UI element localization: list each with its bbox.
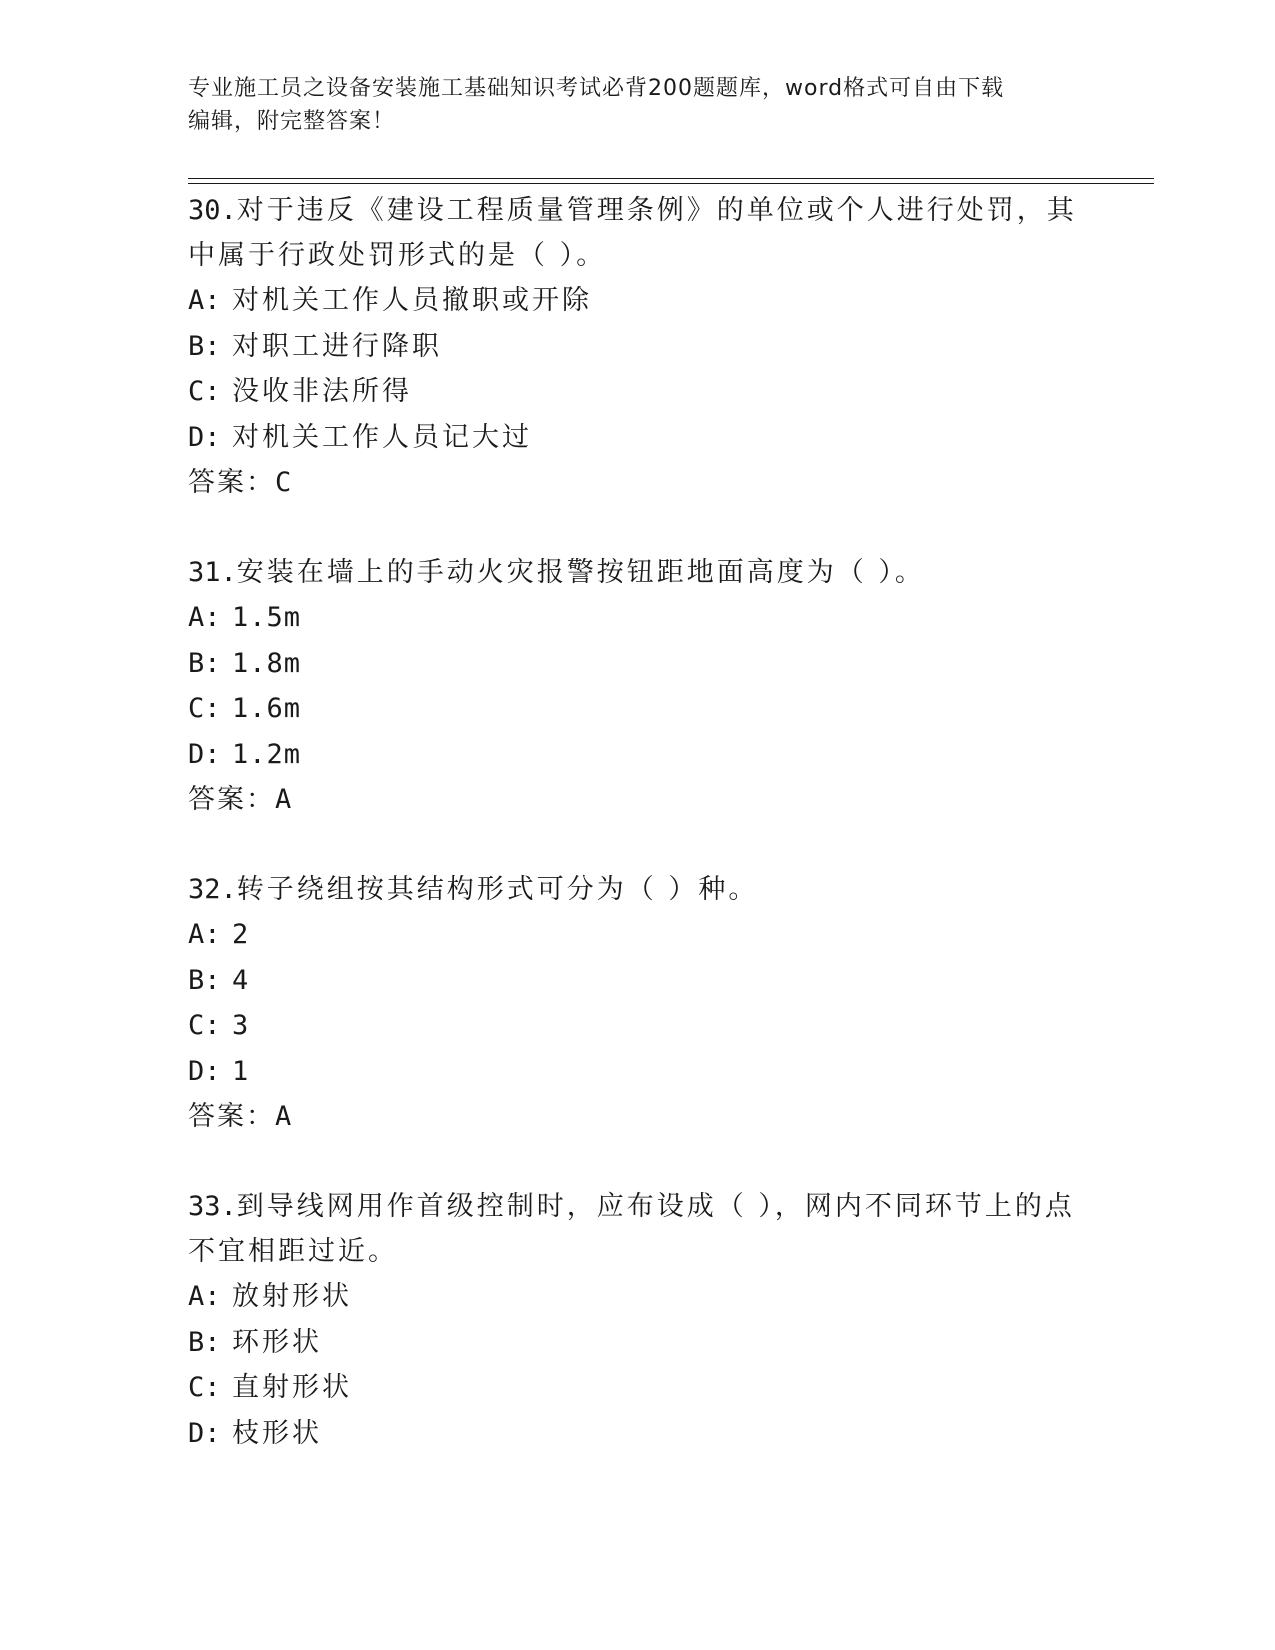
option-value: 1.6m [232,693,302,724]
option-value: 放射形状 [232,1281,352,1312]
question-32 [188,867,1078,1139]
option-key: B: [188,1326,221,1358]
option-key: C: [188,376,221,407]
option-key: B: [188,647,221,679]
answer-line [188,1094,1078,1139]
option-b [188,1320,1078,1366]
option-key: C: [188,1010,221,1041]
option-b [188,324,1078,370]
option-a [188,278,1078,324]
answer-value: C [275,467,294,498]
option-key: A: [188,1281,221,1312]
question-text: 安装在墙上的手动火灾报警按钮距地面高度为（ ）。 [236,557,925,588]
question-text: 转子绕组按其结构形式可分为（ ）种。 [236,874,759,905]
header-title-line-2: 编辑，附完整答案！ [188,109,396,134]
option-value: 没收非法所得 [232,376,412,407]
question-stem [188,550,1078,595]
option-b [188,958,1078,1004]
header-title-line-1: 专业施工员之设备安装施工基础知识考试必背200题题库，word格式可自由下载 [188,76,1005,101]
option-value: 对职工进行降职 [232,330,442,362]
option-value: 对机关工作人员记大过 [232,421,532,453]
option-a [188,595,1078,641]
document-header [188,72,1068,138]
option-key: D: [188,1417,221,1449]
answer-line [188,460,1078,505]
option-c [188,1365,1078,1411]
question-33 [188,1184,1078,1456]
answer-value: A [275,784,294,815]
option-key: A: [188,602,221,633]
question-number: 32. [188,874,237,905]
option-c [188,686,1078,732]
option-d [188,415,1078,461]
option-a [188,1274,1078,1320]
answer-label: 答案： [188,467,275,498]
option-value: 1.2m [232,738,302,770]
header-divider-bottom [188,183,1154,184]
option-a [188,912,1078,958]
option-value: 直射形状 [232,1372,352,1403]
option-value: 环形状 [232,1326,322,1358]
option-key: B: [188,330,221,362]
option-key: B: [188,964,221,996]
question-text: 对于违反《建设工程质量管理条例》的单位或个人进行处罚，其中属于行政处罚形式的是（ ）。 [188,195,1077,271]
option-value: 3 [232,1010,250,1041]
option-key: D: [188,1055,221,1087]
option-key: A: [188,919,221,950]
question-stem [188,867,1078,912]
option-d [188,1411,1078,1457]
option-key: A: [188,285,221,316]
option-value: 1.5m [232,602,302,633]
option-d [188,732,1078,778]
option-value: 1.8m [232,647,302,679]
question-text: 到导线网用作首级控制时，应布设成（ ），网内不同环节上的点不宜相距过近。 [188,1191,1075,1267]
option-key: C: [188,1372,221,1403]
question-number: 33. [188,1191,237,1222]
question-number: 30. [188,195,237,226]
option-value: 2 [232,919,250,950]
option-value: 枝形状 [232,1417,322,1449]
option-key: D: [188,738,221,770]
answer-label: 答案： [188,1101,275,1132]
question-30 [188,188,1078,505]
option-c [188,1003,1078,1049]
answer-value: A [275,1101,294,1132]
option-b [188,641,1078,687]
option-value: 1 [232,1055,250,1087]
question-stem [188,1184,1078,1274]
option-value: 4 [232,964,250,996]
question-stem [188,188,1078,278]
header-divider-top [188,178,1154,179]
question-number: 31. [188,557,237,588]
answer-label: 答案： [188,784,275,815]
option-key: D: [188,421,221,453]
option-key: C: [188,693,221,724]
option-d [188,1049,1078,1095]
option-c [188,369,1078,415]
option-value: 对机关工作人员撤职或开除 [232,285,592,316]
answer-line [188,777,1078,822]
question-list [188,188,1078,1501]
question-31 [188,550,1078,822]
